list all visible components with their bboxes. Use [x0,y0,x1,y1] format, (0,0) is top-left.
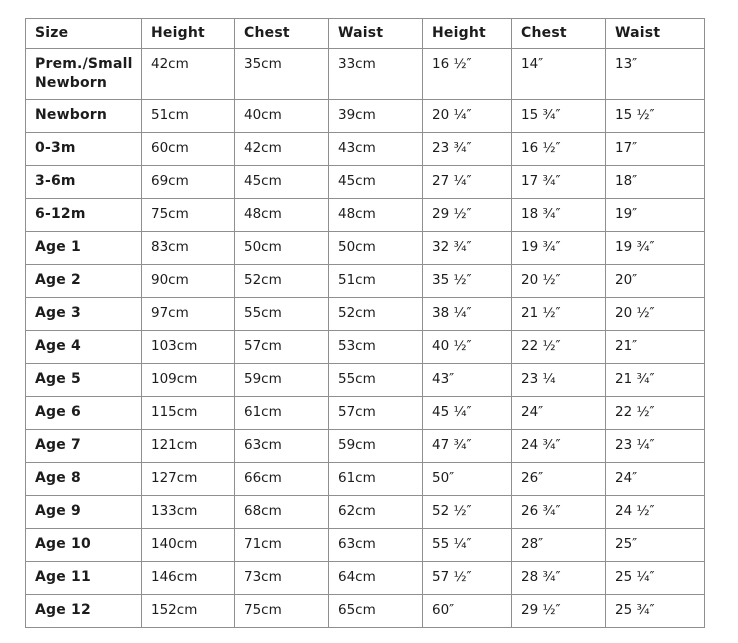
size-cell: Age 2 [26,264,142,297]
waist-cm-cell: 48cm [329,198,423,231]
waist-cm-cell: 55cm [329,363,423,396]
size-cell: 6-12m [26,198,142,231]
height-in-cell: 38 ¼″ [423,297,512,330]
table-body [26,49,705,628]
waist-cm-cell: 62cm [329,495,423,528]
chest-cm-cell: 68cm [235,495,329,528]
table-row [26,462,705,495]
size-cell: Age 12 [26,594,142,627]
waist-in-cell: 25 ¼″ [606,561,705,594]
height-cm-cell: 83cm [142,231,235,264]
height-cm-cell: 69cm [142,165,235,198]
height-cm-cell: 115cm [142,396,235,429]
size-cell: Prem./Small Newborn [26,49,142,100]
chest-in-cell: 19 ¾″ [512,231,606,264]
chest-in-cell: 24″ [512,396,606,429]
table-row [26,396,705,429]
waist-cm-cell: 52cm [329,297,423,330]
height-cm-cell: 51cm [142,99,235,132]
height-cm-cell: 109cm [142,363,235,396]
waist-in-cell: 13″ [606,49,705,100]
height-cm-cell: 103cm [142,330,235,363]
waist-in-cell: 21 ¾″ [606,363,705,396]
chest-cm-cell: 57cm [235,330,329,363]
height-in-cell: 20 ¼″ [423,99,512,132]
size-cell: Age 1 [26,231,142,264]
height-in-cell: 55 ¼″ [423,528,512,561]
table-row [26,165,705,198]
size-cell: Age 11 [26,561,142,594]
chest-cm-cell: 75cm [235,594,329,627]
chest-cm-cell: 50cm [235,231,329,264]
chest-cm-cell: 35cm [235,49,329,100]
waist-in-cell: 20″ [606,264,705,297]
table-row [26,429,705,462]
waist-cm-cell: 53cm [329,330,423,363]
height-in-cell: 23 ¾″ [423,132,512,165]
waist-in-cell: 17″ [606,132,705,165]
height-in-cell: 29 ½″ [423,198,512,231]
waist-cm-cell: 65cm [329,594,423,627]
size-cell: Age 10 [26,528,142,561]
chest-cm-cell: 73cm [235,561,329,594]
chest-in-cell: 29 ½″ [512,594,606,627]
waist-in-cell: 21″ [606,330,705,363]
table-row [26,49,705,100]
chest-cm-cell: 61cm [235,396,329,429]
waist-cm-cell: 59cm [329,429,423,462]
height-cm-cell: 152cm [142,594,235,627]
column-header: Chest [512,19,606,49]
waist-in-cell: 20 ½″ [606,297,705,330]
waist-in-cell: 24″ [606,462,705,495]
height-in-cell: 35 ½″ [423,264,512,297]
column-header: Height [423,19,512,49]
size-cell: Age 5 [26,363,142,396]
header-row [26,19,705,49]
size-cell: Age 7 [26,429,142,462]
chest-cm-cell: 42cm [235,132,329,165]
table-header [26,19,705,49]
height-in-cell: 27 ¼″ [423,165,512,198]
column-header: Chest [235,19,329,49]
waist-in-cell: 22 ½″ [606,396,705,429]
table-row [26,264,705,297]
height-cm-cell: 133cm [142,495,235,528]
height-in-cell: 60″ [423,594,512,627]
waist-in-cell: 18″ [606,165,705,198]
table-row [26,231,705,264]
height-in-cell: 43″ [423,363,512,396]
waist-cm-cell: 51cm [329,264,423,297]
chest-in-cell: 14″ [512,49,606,100]
height-in-cell: 40 ½″ [423,330,512,363]
chest-cm-cell: 52cm [235,264,329,297]
table-row [26,495,705,528]
chest-cm-cell: 40cm [235,99,329,132]
height-in-cell: 50″ [423,462,512,495]
chest-in-cell: 18 ¾″ [512,198,606,231]
chest-cm-cell: 45cm [235,165,329,198]
column-header: Height [142,19,235,49]
waist-cm-cell: 33cm [329,49,423,100]
height-cm-cell: 75cm [142,198,235,231]
chest-in-cell: 15 ¾″ [512,99,606,132]
size-cell: Age 8 [26,462,142,495]
chest-in-cell: 20 ½″ [512,264,606,297]
chest-cm-cell: 63cm [235,429,329,462]
size-cell: Newborn [26,99,142,132]
waist-cm-cell: 50cm [329,231,423,264]
table-row [26,297,705,330]
chest-in-cell: 24 ¾″ [512,429,606,462]
height-in-cell: 52 ½″ [423,495,512,528]
size-chart-table [25,18,705,628]
chest-in-cell: 17 ¾″ [512,165,606,198]
height-cm-cell: 42cm [142,49,235,100]
waist-in-cell: 19 ¾″ [606,231,705,264]
height-cm-cell: 146cm [142,561,235,594]
table-row [26,132,705,165]
size-cell: 3-6m [26,165,142,198]
waist-cm-cell: 63cm [329,528,423,561]
height-in-cell: 57 ½″ [423,561,512,594]
waist-in-cell: 23 ¼″ [606,429,705,462]
height-cm-cell: 60cm [142,132,235,165]
height-in-cell: 32 ¾″ [423,231,512,264]
waist-cm-cell: 61cm [329,462,423,495]
column-header: Size [26,19,142,49]
chest-in-cell: 26″ [512,462,606,495]
table-row [26,528,705,561]
chest-cm-cell: 55cm [235,297,329,330]
height-in-cell: 16 ½″ [423,49,512,100]
size-cell: Age 3 [26,297,142,330]
waist-in-cell: 24 ½″ [606,495,705,528]
table-row [26,363,705,396]
waist-in-cell: 25 ¾″ [606,594,705,627]
table-row [26,330,705,363]
chest-cm-cell: 66cm [235,462,329,495]
height-cm-cell: 140cm [142,528,235,561]
size-cell: Age 6 [26,396,142,429]
table-row [26,99,705,132]
chest-in-cell: 28″ [512,528,606,561]
size-cell: Age 4 [26,330,142,363]
table-row [26,594,705,627]
height-cm-cell: 121cm [142,429,235,462]
chest-cm-cell: 71cm [235,528,329,561]
chest-in-cell: 23 ¼ [512,363,606,396]
chest-cm-cell: 59cm [235,363,329,396]
column-header: Waist [329,19,423,49]
height-cm-cell: 97cm [142,297,235,330]
waist-cm-cell: 39cm [329,99,423,132]
chest-in-cell: 28 ¾″ [512,561,606,594]
table-row [26,198,705,231]
waist-cm-cell: 57cm [329,396,423,429]
size-cell: Age 9 [26,495,142,528]
chest-in-cell: 26 ¾″ [512,495,606,528]
waist-cm-cell: 45cm [329,165,423,198]
table-row [26,561,705,594]
waist-in-cell: 25″ [606,528,705,561]
waist-in-cell: 19″ [606,198,705,231]
chest-in-cell: 22 ½″ [512,330,606,363]
waist-cm-cell: 64cm [329,561,423,594]
chest-in-cell: 21 ½″ [512,297,606,330]
chest-in-cell: 16 ½″ [512,132,606,165]
waist-in-cell: 15 ½″ [606,99,705,132]
size-cell: 0-3m [26,132,142,165]
column-header: Waist [606,19,705,49]
height-cm-cell: 127cm [142,462,235,495]
height-in-cell: 47 ¾″ [423,429,512,462]
height-in-cell: 45 ¼″ [423,396,512,429]
chest-cm-cell: 48cm [235,198,329,231]
height-cm-cell: 90cm [142,264,235,297]
waist-cm-cell: 43cm [329,132,423,165]
